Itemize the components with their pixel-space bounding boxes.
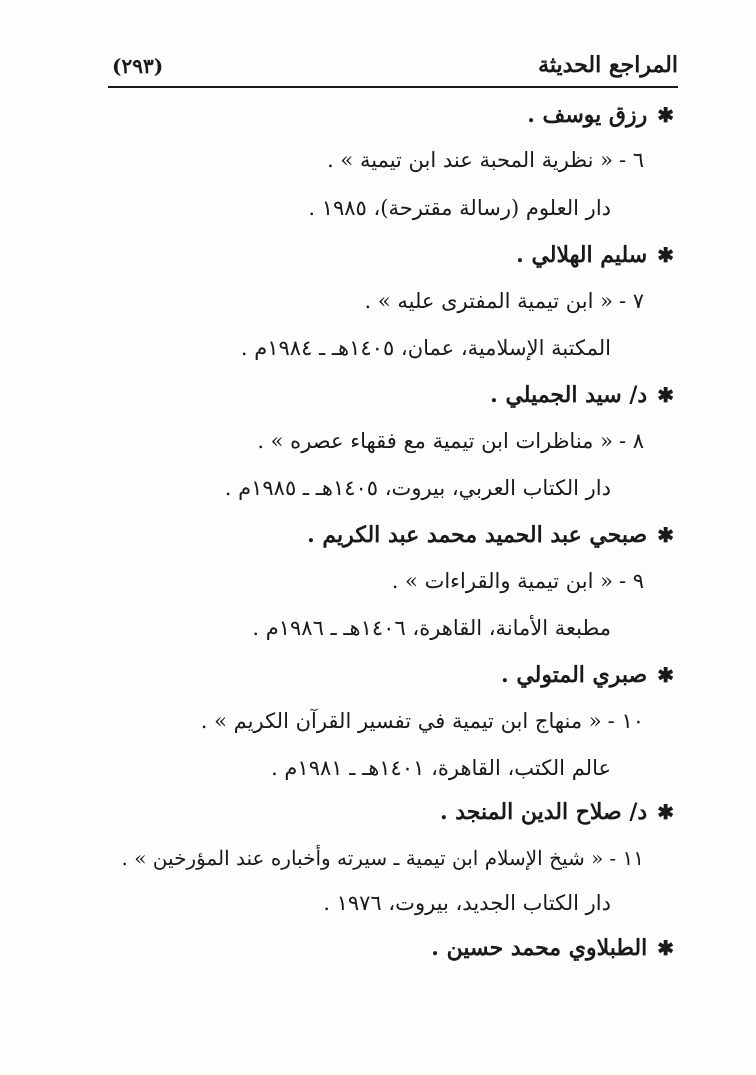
reference-number: ٩ -	[618, 569, 644, 593]
reference-title: « ابن تيمية والقراءات » .	[391, 569, 613, 593]
author-name: د/ صلاح الدين المنجد .	[439, 799, 648, 825]
author-line	[527, 100, 674, 130]
publisher-info: دار العلوم (رسالة مقترحة)، ١٩٨٥ .	[308, 196, 611, 220]
asterisk-icon: ✱	[657, 663, 674, 687]
author-name: صبري المتولي .	[501, 662, 648, 688]
publisher-line	[271, 753, 611, 783]
author-name: سليم الهلالي .	[516, 242, 648, 268]
publisher-line	[252, 613, 611, 643]
publisher-info: دار الكتاب الجديد، بيروت، ١٩٧٦ .	[323, 891, 611, 915]
asterisk-icon: ✱	[657, 800, 674, 824]
publisher-info: مطبعة الأمانة، القاهرة، ١٤٠٦هـ ـ ١٩٨٦م .	[252, 616, 611, 640]
reference-title-line	[201, 706, 644, 736]
page-number: (٢٩٣)	[112, 54, 164, 78]
reference-number: ٨ -	[618, 429, 644, 453]
publisher-info: عالم الكتب، القاهرة، ١٤٠١هـ ـ ١٩٨١م .	[271, 756, 611, 780]
reference-number: ١١ -	[609, 846, 644, 870]
reference-number: ٦ -	[618, 148, 644, 172]
asterisk-icon: ✱	[657, 243, 674, 267]
asterisk-icon: ✱	[657, 936, 674, 960]
reference-title: « ابن تيمية المفترى عليه » .	[364, 289, 613, 313]
asterisk-icon: ✱	[657, 383, 674, 407]
author-line	[307, 520, 674, 550]
page-header	[108, 50, 678, 88]
reference-title: « مناظرات ابن تيمية مع فقهاء عصره » .	[257, 429, 613, 453]
running-title: المراجع الحديثة	[538, 52, 678, 78]
author-name: صبحي عبد الحميد محمد عبد الكريم .	[307, 522, 648, 548]
asterisk-icon: ✱	[657, 103, 674, 127]
author-name: رزق يوسف .	[527, 102, 648, 128]
reference-title: « شيخ الإسلام ابن تيمية ـ سيرته وأخباره عند المؤرخين » .	[121, 846, 604, 870]
reference-title-line	[257, 426, 644, 456]
reference-title: « نظرية المحبة عند ابن تيمية » .	[327, 148, 613, 172]
reference-title: « منهاج ابن تيمية في تفسير القرآن الكريم » .	[200, 709, 602, 733]
author-name: الطبلاوي محمد حسين .	[431, 935, 648, 961]
reference-title-line	[327, 145, 644, 175]
reference-title-line	[122, 843, 645, 873]
publisher-line	[241, 333, 611, 363]
author-line	[501, 660, 674, 690]
publisher-line	[225, 473, 611, 503]
author-line	[490, 380, 674, 410]
reference-number: ٧ -	[618, 289, 644, 313]
reference-title-line	[392, 566, 644, 596]
publisher-line	[308, 193, 611, 223]
publisher-line	[323, 888, 611, 918]
publisher-info: دار الكتاب العربي، بيروت، ١٤٠٥هـ ـ ١٩٨٥م .	[224, 476, 611, 500]
author-name: د/ سيد الجميلي .	[490, 382, 648, 408]
asterisk-icon: ✱	[657, 523, 674, 547]
reference-title-line	[364, 286, 644, 316]
publisher-info: المكتبة الإسلامية، عمان، ١٤٠٥هـ ـ ١٩٨٤م .	[240, 336, 611, 360]
author-line	[440, 797, 674, 827]
author-line	[431, 933, 674, 963]
author-line	[516, 240, 674, 270]
reference-number: ١٠ -	[607, 709, 644, 733]
